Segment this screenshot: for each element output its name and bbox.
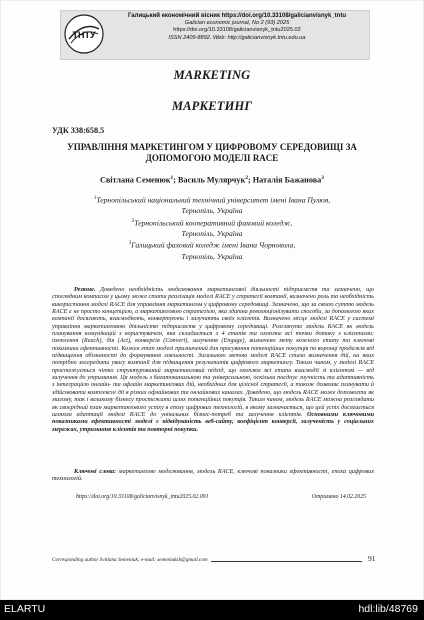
keywords-text: маркетингове моделювання, модель RACE, ключові показники ефективності, епоха цифрових технологій. [52, 468, 374, 483]
journal-header-text [110, 13, 364, 42]
affil-sup: 3 [128, 241, 132, 247]
affiliation [40, 217, 384, 229]
corresponding-author: Corresponding author Svitlana Semeniuk; e-mail: semeniuksh@gmail.com [52, 557, 211, 563]
author-separator: ; [173, 175, 179, 185]
affil-line: Галицький фаховий коледж імені Івана Чорновола, [131, 240, 296, 250]
affil-line: Тернопільський національний технічний університет імені Івана Пулюя, [96, 195, 331, 205]
author-list [40, 175, 384, 185]
section-title-en: MARKETING [173, 68, 251, 82]
repository-name: ELARTU [4, 603, 46, 615]
affil-city: Тернопіль, Україна [181, 251, 243, 261]
affil-city: Тернопіль, Україна [181, 206, 243, 216]
keywords-label: Ключові слова: [74, 468, 117, 475]
logo-text: ТНТУ [72, 30, 96, 40]
keywords [52, 468, 374, 483]
author-affil-sup: 1 [170, 175, 174, 181]
affil-sup: 2 [131, 218, 135, 224]
journal-issn-web: ISSN 2409-8892. Web: http://galicianvisnyk.tntu.edu.ua [168, 34, 306, 41]
author-name: Наталія Бажанова [252, 175, 322, 185]
affiliations [40, 194, 384, 262]
affil-line: Тернопільський кооперативний фаховий коледж, [134, 218, 293, 228]
author-affil-sup: 2 [245, 175, 248, 181]
repository-footer-bar [0, 600, 424, 620]
page-number: 91 [365, 554, 376, 563]
affil-sup: 1 [93, 196, 97, 201]
abstract-text-bold: Основними ключовими показниками ефективності моделі є відвідуваність веб-сайту, коефіцієнт конверсії, залученість у соціальних мережах, утримання клієнтів та повторні покупки. [52, 410, 375, 433]
handle-id: hdl:lib/48769 [358, 603, 418, 615]
abstract [52, 286, 374, 433]
affiliation [40, 194, 384, 206]
author-name: Світлана Семенюк [99, 175, 171, 185]
abstract-label: Резюме. [74, 286, 96, 293]
journal-title-ua: Галицький економічний вісник https://doi.org/10.33108/galicianvisnyk_tntu [127, 13, 347, 19]
section-title-ua: МАРКЕТИНГ [171, 99, 253, 113]
author-name: Василь Мулярчук [178, 175, 246, 185]
university-logo-icon [63, 13, 105, 55]
author-separator: ; [247, 175, 253, 185]
affiliation [40, 239, 384, 251]
udk-code: УДК 338:658.5 [52, 126, 105, 135]
abstract-text: Доведено необхідність моделювання маркетингової діяльності підприємств та зазначено, що споглядним компасом у цьому може стати реалізація моделі RACE у стратегії компанії, визначено роль та необхідність використання моделі RACE для управління маркетингом у цифровому середовищі. Зазначено, що за своєю суттю модель RACE є не просто концепцією, а маркетинговою стратегією, яка здатна революціонізувати способи, за допомогою яких компанії досягають, взаємодіють, конвертують і залучають своїх клієнтів. Визначено місце моделі RACE у системі управління маркетинговою діяльністю підприємств у цифровому середовищі. Розглянуто модель RACE як модель планування комунікацій з користувачем, яка складається з 4 етапів та охоплює всі точки дотику з клієнтами: охоплення (Reach), дія (Act), конверсія (Convert), залучення (Engage), визначено мету кожного етапу та ключові показники ефективності. Кожен етап моделі призначений для просування потенційних покупців по воронці продажів від підвищення обізнаності до формування лояльності. Загальною метою моделі RACE стало визначення дій, на яких потрібно зосередити увагу компанії для підвищення результатів цифрового маркетингу. Таким чином, у моделі RACE простежується чітко структурований маркетинговий підхід, що охоплює всі етапи взаємодії зі клієнтом — від залучення до утримання. Ця модель з багатоканальною та універсальною, оскільки поєднує гнучкість та адаптивність з інтеграцією онлайн- та офлайн маркетингових дій, необхідних для цілісної стратегії, а також дозволяє планувати й здійснювати комплексні дії в різних офлайнових та онлайнових каналах. Доведено, що модель RACE може допомогти як малому, так і великому бізнесу простежити шлях потенційних покупців. Таким чином, модель RACE можна розглядати як своєрідний план маркетингового успіху в епоху цифрових технологій, в якому зазначається, що цей успіх досягається шляхом адаптації моделі RACE до унікальних бізнес-потреб та залучення клієнтів. [52, 286, 374, 418]
affil-city: Тернопіль, Україна [181, 228, 243, 238]
paper-title: УПРАВЛІННЯ МАРКЕТИНГОМ У ЦИФРОВОМУ СЕРЕДОВИЩІ ЗА ДОПОМОГОЮ МОДЕЛІ RACE [67, 142, 357, 163]
journal-title-en: Galician economic journal, No 2 (93) 2025 [184, 20, 290, 27]
article-doi-link[interactable]: https://doi.org/10.33108/galicianvisnyk_tntu2025.02.091 [76, 494, 209, 500]
author-affil-sup: 3 [321, 175, 325, 181]
received-date: Отримано 14.02.2025 [311, 494, 366, 500]
journal-issue-doi: https://doi.org/10.33108/galicianvisnyk_tntu2025.02 [173, 27, 301, 34]
